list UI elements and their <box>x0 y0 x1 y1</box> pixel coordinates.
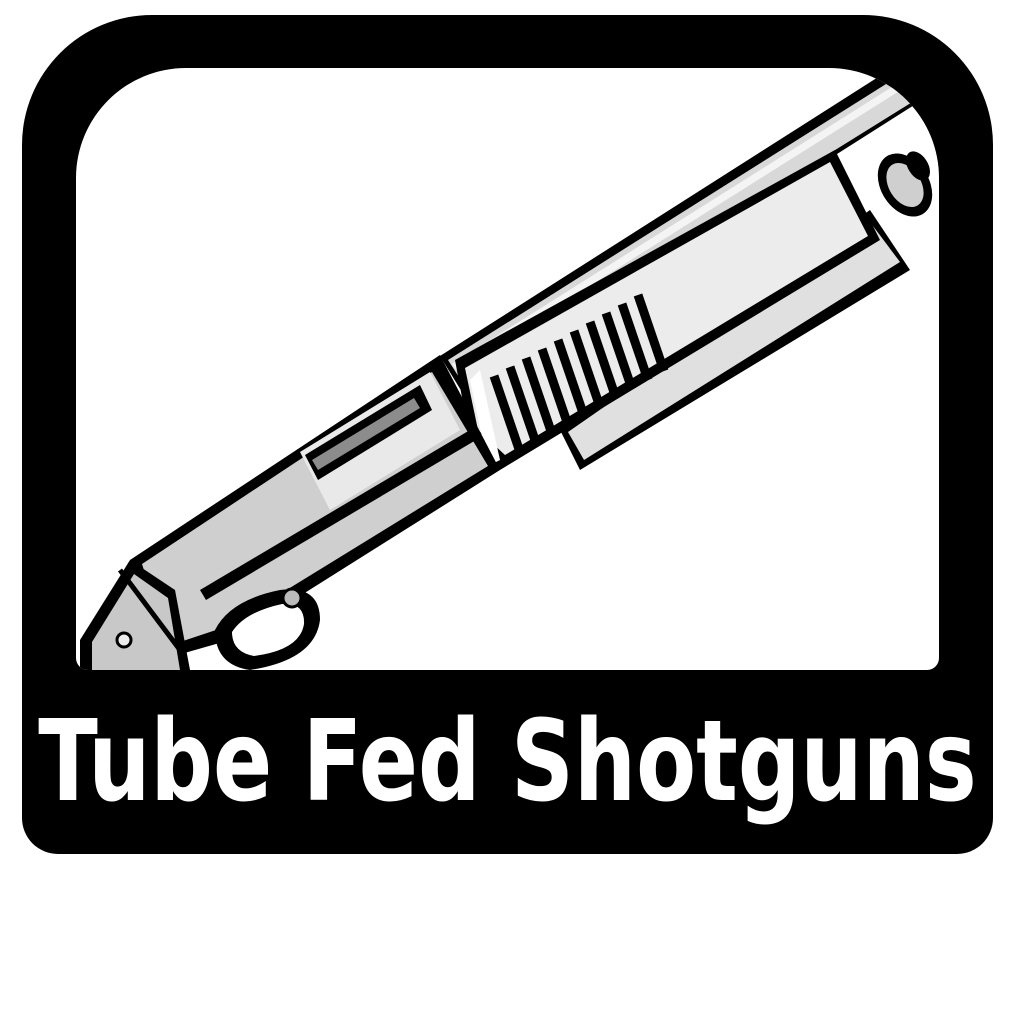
category-title: Tube Fed Shotguns <box>38 697 977 827</box>
pump-shotgun-icon <box>76 68 939 670</box>
artwork-window <box>76 68 939 670</box>
